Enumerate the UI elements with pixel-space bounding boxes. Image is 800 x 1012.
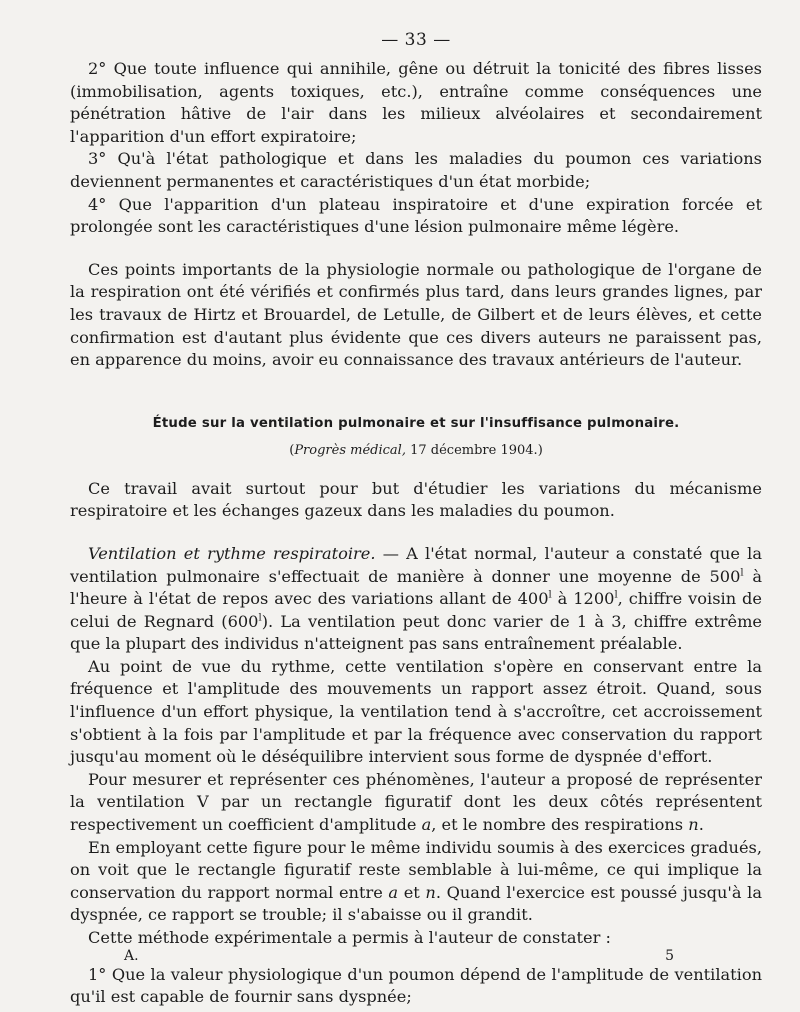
conclusion-item-1: 1° Que la valeur physiologique d'un poumon dépend de l'amplitude de ventilation qu'il est capable de fournir sans dyspnée; xyxy=(70,964,762,1007)
footer-sheet-number: 5 xyxy=(665,948,674,964)
intro-item-3: 3° Qu'à l'état pathologique et dans les maladies du poumon ces variations deviennent permanentes et caractéristiques d'un état morbide; xyxy=(70,149,762,191)
variable-n: n xyxy=(425,882,436,902)
unit-superscript: l xyxy=(740,567,744,579)
citation-date: 17 décembre 1904. xyxy=(410,442,538,458)
summary-paragraph: Ces points importants de la physiologie normale ou pathologique de l'organe de la respiration ont été vérifiés et confirmés plus tard, dans leurs grandes lignes, par les travaux de Hirtz et Brouardel, de Letulle, de Gilbert et de leurs élèves, et cette confirmation est d'autant plus évidente que ces divers auteurs ne paraissent pas, en apparence du moins, avoir eu connaissance des travaux antérieurs de l'auteur. xyxy=(70,259,762,370)
ventilation-text: , chiffre voisin de celui de Regnard (600 xyxy=(70,589,763,631)
exercices-paragraph xyxy=(70,837,762,927)
exercices-text: et xyxy=(398,882,426,902)
section-citation: (Progrès médical, 17 décembre 1904.) xyxy=(289,442,543,458)
citation-journal: Progrès médical, xyxy=(294,442,406,458)
ventilation-text: — A l'état normal, l'auteur a constaté que la ventilation pulmonaire s'effectuait de manière à donner une moyenne de 500 xyxy=(70,543,763,586)
mesure-text: , et le nombre des respirations xyxy=(431,815,689,835)
variable-n: n xyxy=(688,815,699,835)
section-title: Étude sur la ventilation pulmonaire et sur l'insuffisance pulmonaire. xyxy=(152,415,680,431)
variable-a: a xyxy=(421,815,432,835)
ventilation-text: à l'heure à l'état de repos avec des variations allant de 400 xyxy=(70,566,762,609)
rythme-paragraph: Au point de vue du rythme, cette ventilation s'opère en conservant entre la fréquence et l'amplitude des mouvements un rapport assez étroit. Quand, sous l'influence d'un effort physique, la ventilation tend à s'accroître, cet accroissement s'obtient à la fois par l'amplitude et par la fréquence avec conservation du rapport jusqu'au moment où le déséquilibre intervient sous forme de dyspnée d'effort. xyxy=(70,656,762,767)
mesure-text: Pour mesurer et représenter ces phénomènes, l'auteur a proposé de représenter la ventilation V par un rectangle figuratif dont les deux côtés représentent respectivement un coefficient d'amplitude xyxy=(70,769,762,835)
exercices-text: En employant cette figure pour le même individu soumis à des exercices gradués, on voit que le rectangle figuratif reste semblable à lui-même, ce qui implique la conservation du rapport normal entre xyxy=(70,837,762,902)
unit-superscript: l xyxy=(258,612,262,624)
page-number: — 33 — xyxy=(381,30,451,50)
ventilation-paragraph xyxy=(70,543,762,656)
exercices-text: . Quand l'exercice est poussé jusqu'à la dyspnée, ce rapport se trouble; il s'abaisse ou il grandit. xyxy=(70,882,762,925)
ventilation-heading: Ventilation et rythme respiratoire. xyxy=(88,543,376,563)
unit-superscript: l xyxy=(548,589,552,601)
ventilation-text: ). La ventilation peut donc varier de 1 à 3, chiffre extrême que la plupart des individus n'atteignent pas sans entraînement préalable. xyxy=(70,611,763,654)
section-intro: Ce travail avait surtout pour but d'étudier les variations du mécanisme respiratoire et les échanges gazeux dans les maladies du poumon. xyxy=(70,478,762,521)
footer-signature: A. xyxy=(124,948,139,964)
page-footer xyxy=(124,948,674,964)
intro-item-4: 4° Que l'apparition d'un plateau inspiratoire et d'une expiration forcée et prolongée sont les caractéristiques d'une lésion pulmonaire même légère. xyxy=(70,194,762,237)
unit-superscript: l xyxy=(614,589,618,601)
ventilation-text: à 1200 xyxy=(551,589,615,609)
variable-a: a xyxy=(388,882,399,902)
intro-item-2: 2° Que toute influence qui annihile, gêne ou détruit la tonicité des fibres lisses (immobilisation, agents toxiques, etc.), entraîne comme conséquences une pénétration hâtive de l'air dans les milieux alvéolaires et secondairement l'apparition d'un effort expiratoire; xyxy=(70,59,762,146)
mesure-text: . xyxy=(698,815,704,835)
methode-paragraph: Cette méthode expérimentale a permis à l'auteur de constater : xyxy=(88,928,611,947)
mesure-paragraph xyxy=(70,769,762,837)
